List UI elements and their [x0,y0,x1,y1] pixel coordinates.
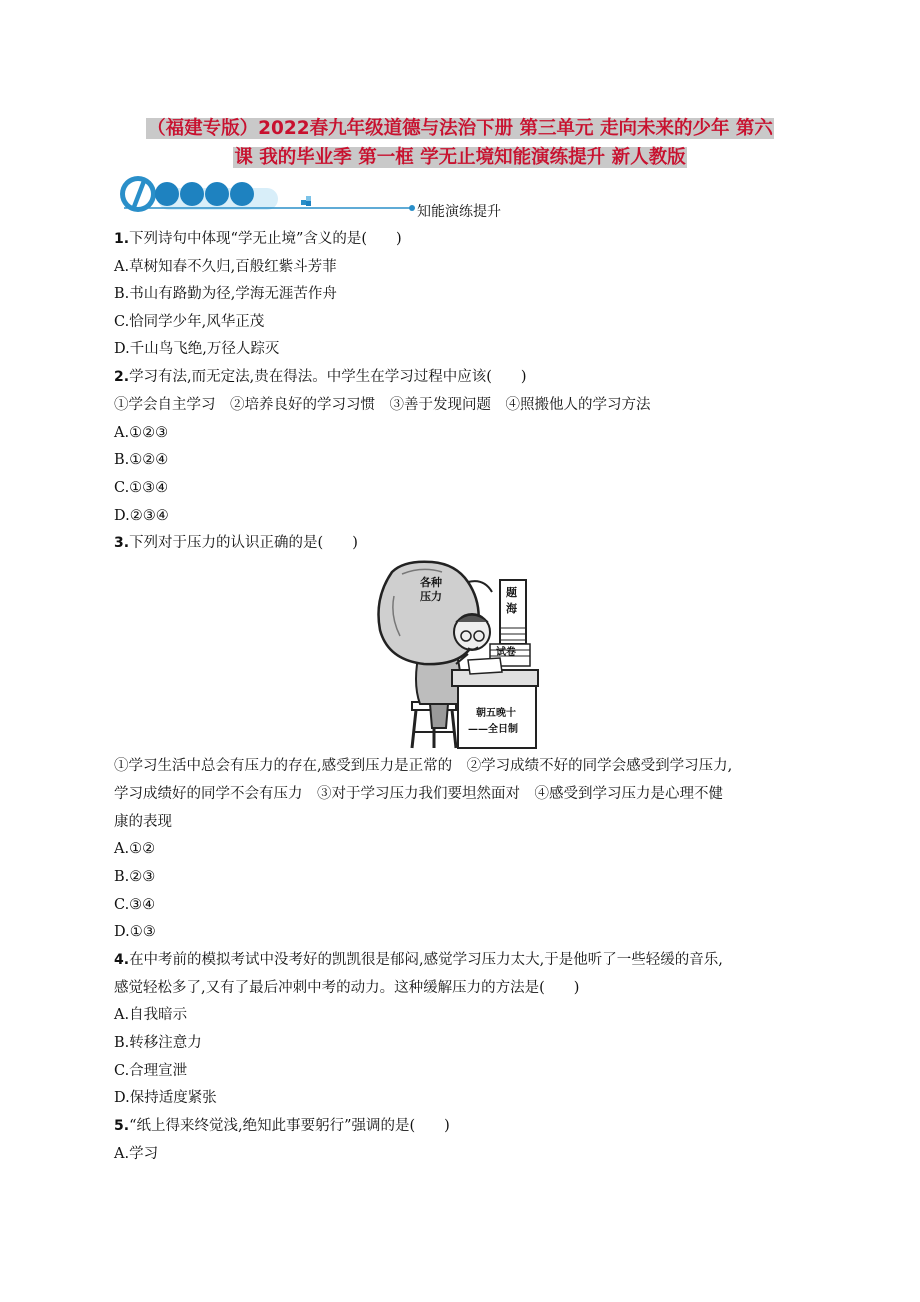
option-1d: D.千山鸟飞绝,万径人踪灭 [114,341,280,357]
section-label: 知能演练提升 [417,204,501,220]
question-5: 5.“纸上得来终觉浅,绝知此事要躬行”强调的是( ) [114,1118,450,1134]
question-3-statements-line-1: ①学习生活中总会有压力的存在,感受到压力是正常的 ②学习成绩不好的同学会感受到学习压力, [114,758,733,774]
option-4d: D.保持适度紧张 [114,1090,217,1106]
bag-label-line-2: 压力 [420,590,442,603]
question-3-statements-line-3: 康的表现 [114,814,172,830]
book-label-2: 海 [506,602,517,615]
question-1: 1.下列诗句中体现“学无止境”含义的是( ) [114,231,402,247]
option-4b: B.转移注意力 [114,1035,202,1051]
option-4c: C.合理宣泄 [114,1063,188,1079]
option-3b: B.②③ [114,869,156,885]
option-5a: A.学习 [114,1146,159,1162]
option-3a: A.①② [114,841,156,857]
title-line-1: （福建专版）2022春九年级道德与法治下册 第三单元 走向未来的少年 第六 [147,118,773,139]
question-2-statements: ①学会自主学习 ②培养良好的学习习惯 ③善于发现问题 ④照搬他人的学习方法 [114,397,651,413]
option-2c: C.①③④ [114,480,169,496]
option-2a: A.①②③ [114,425,169,441]
option-3d: D.①③ [114,924,156,940]
option-2b: B.①②④ [114,452,169,468]
option-3c: C.③④ [114,897,156,913]
title-line-2: 课 我的毕业季 第一框 学无止境知能演练提升 新人教版 [234,147,686,168]
bag-label-line-1: 各种 [420,576,442,589]
question-4-line-2: 感觉轻松多了,又有了最后冲刺中考的动力。这种缓解压力的方法是( ) [114,980,580,996]
question-3: 3.下列对于压力的认识正确的是( ) [114,535,358,551]
desk-label-2: ——全日制 [468,724,518,735]
option-1b: B.书山有路勤为径,学海无涯苦作舟 [114,286,337,302]
option-1c: C.恰同学少年,风华正茂 [114,314,265,330]
question-4: 4.在中考前的模拟考试中没考好的凯凯很是郁闷,感觉学习压力太大,于是他听了一些轻缓的音乐, [114,952,723,968]
question-2: 2.学习有法,而无定法,贵在得法。中学生在学习过程中应该( ) [114,369,527,385]
option-4a: A.自我暗示 [114,1007,188,1023]
option-2d: D.②③④ [114,508,169,524]
stress-cartoon-image [372,552,540,750]
papers-label: 试卷 [496,647,516,658]
document-title [0,114,920,172]
desk-label-1: 朝五晚十 [476,708,516,719]
option-1a: A.草树知春不久归,百般红紫斗芳菲 [114,259,337,275]
book-label-1: 题 [506,586,517,599]
question-3-statements-line-2: 学习成绩好的同学不会有压力 ③对于学习压力我们要坦然面对 ④感受到学习压力是心理不健 [114,786,723,802]
